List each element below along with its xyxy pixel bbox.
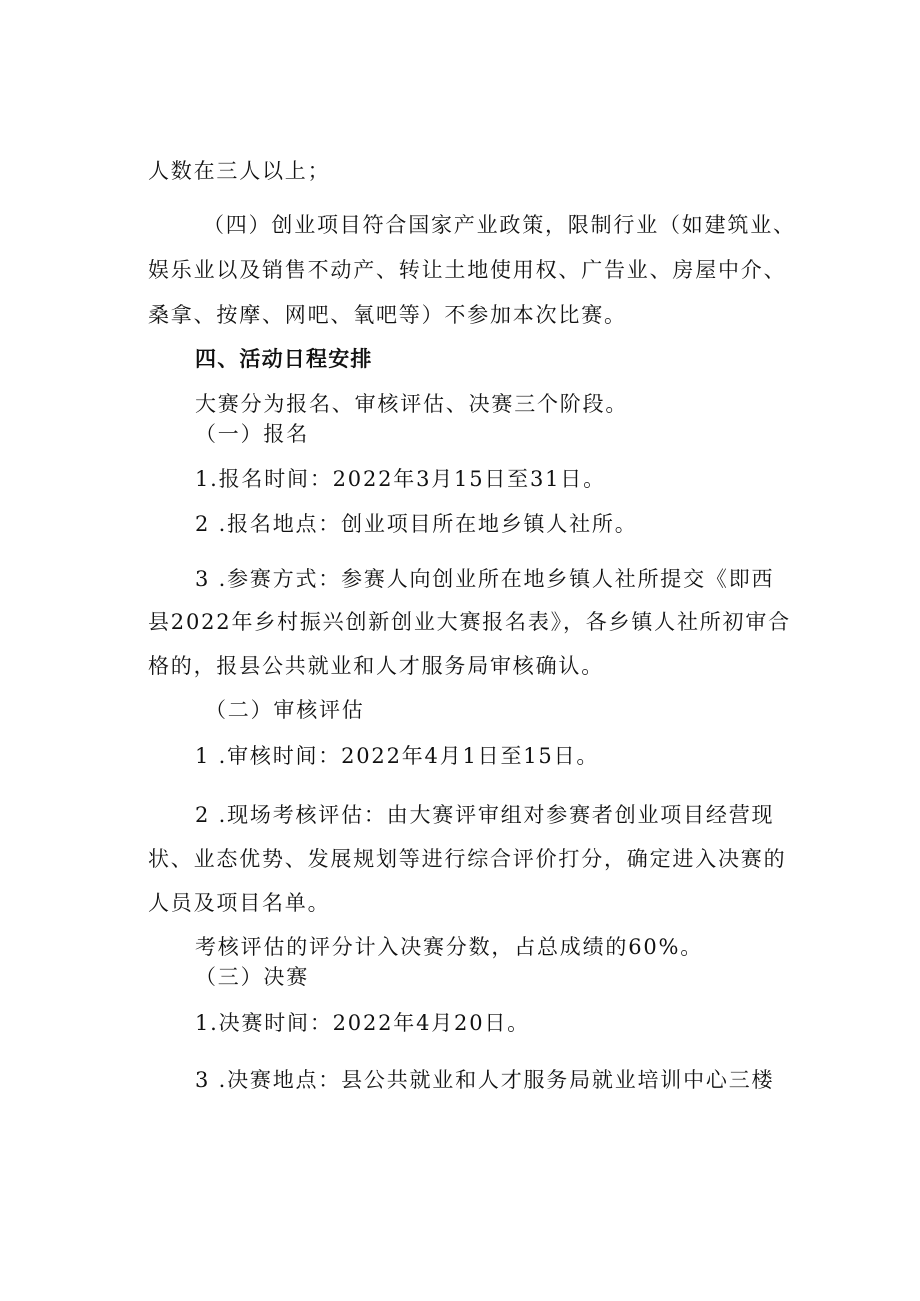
text-line: 状、业态优势、发展规划等进行综合评价打分，确定进入决赛的 bbox=[148, 847, 787, 871]
subsection-heading: （二）审核评估 bbox=[205, 698, 365, 722]
text-line: 考核评估的评分计入决赛分数，占总成绩的60%。 bbox=[195, 935, 704, 959]
text-line: 格的，报县公共就业和人才服务局审核确认。 bbox=[148, 654, 604, 678]
text-line: 娱乐业以及销售不动产、转让土地使用权、广告业、房屋中介、 bbox=[148, 258, 787, 282]
text-line: 人数在三人以上； bbox=[148, 159, 331, 183]
text-line: 人员及项目名单。 bbox=[148, 891, 331, 915]
text-line: 桑拿、按摩、网吧、氧吧等）不参加本次比赛。 bbox=[148, 303, 627, 327]
text-line: 1.报名时间：2022年3月15日至31日。 bbox=[195, 467, 606, 491]
subsection-heading: （三）决赛 bbox=[195, 965, 309, 989]
text-line: 2 .报名地点：创业项目所在地乡镇人社所。 bbox=[195, 512, 638, 536]
text-line: 2 .现场考核评估：由大赛评审组对参赛者创业项目经营现 bbox=[195, 803, 775, 827]
text-line: 县2022年乡村振兴创新创业大赛报名表》，各乡镇人社所初审合 bbox=[148, 610, 791, 634]
text-line: （四）创业项目符合国家产业政策，限制行业（如建筑业、 bbox=[203, 213, 796, 237]
text-line: 大赛分为报名、审核评估、决赛三个阶段。 bbox=[195, 392, 629, 416]
text-line: 1.决赛时间：2022年4月20日。 bbox=[195, 1011, 530, 1035]
text-line: 3 .参赛方式：参赛人向创业所在地乡镇人社所提交《即西 bbox=[195, 567, 775, 591]
section-heading: 四、活动日程安排 bbox=[195, 347, 373, 371]
text-line: 1 .审核时间：2022年4月1日至15日。 bbox=[195, 744, 600, 768]
subsection-heading: （一）报名 bbox=[195, 422, 309, 446]
text-line: 3 .决赛地点：县公共就业和人才服务局就业培训中心三楼 bbox=[195, 1068, 775, 1092]
